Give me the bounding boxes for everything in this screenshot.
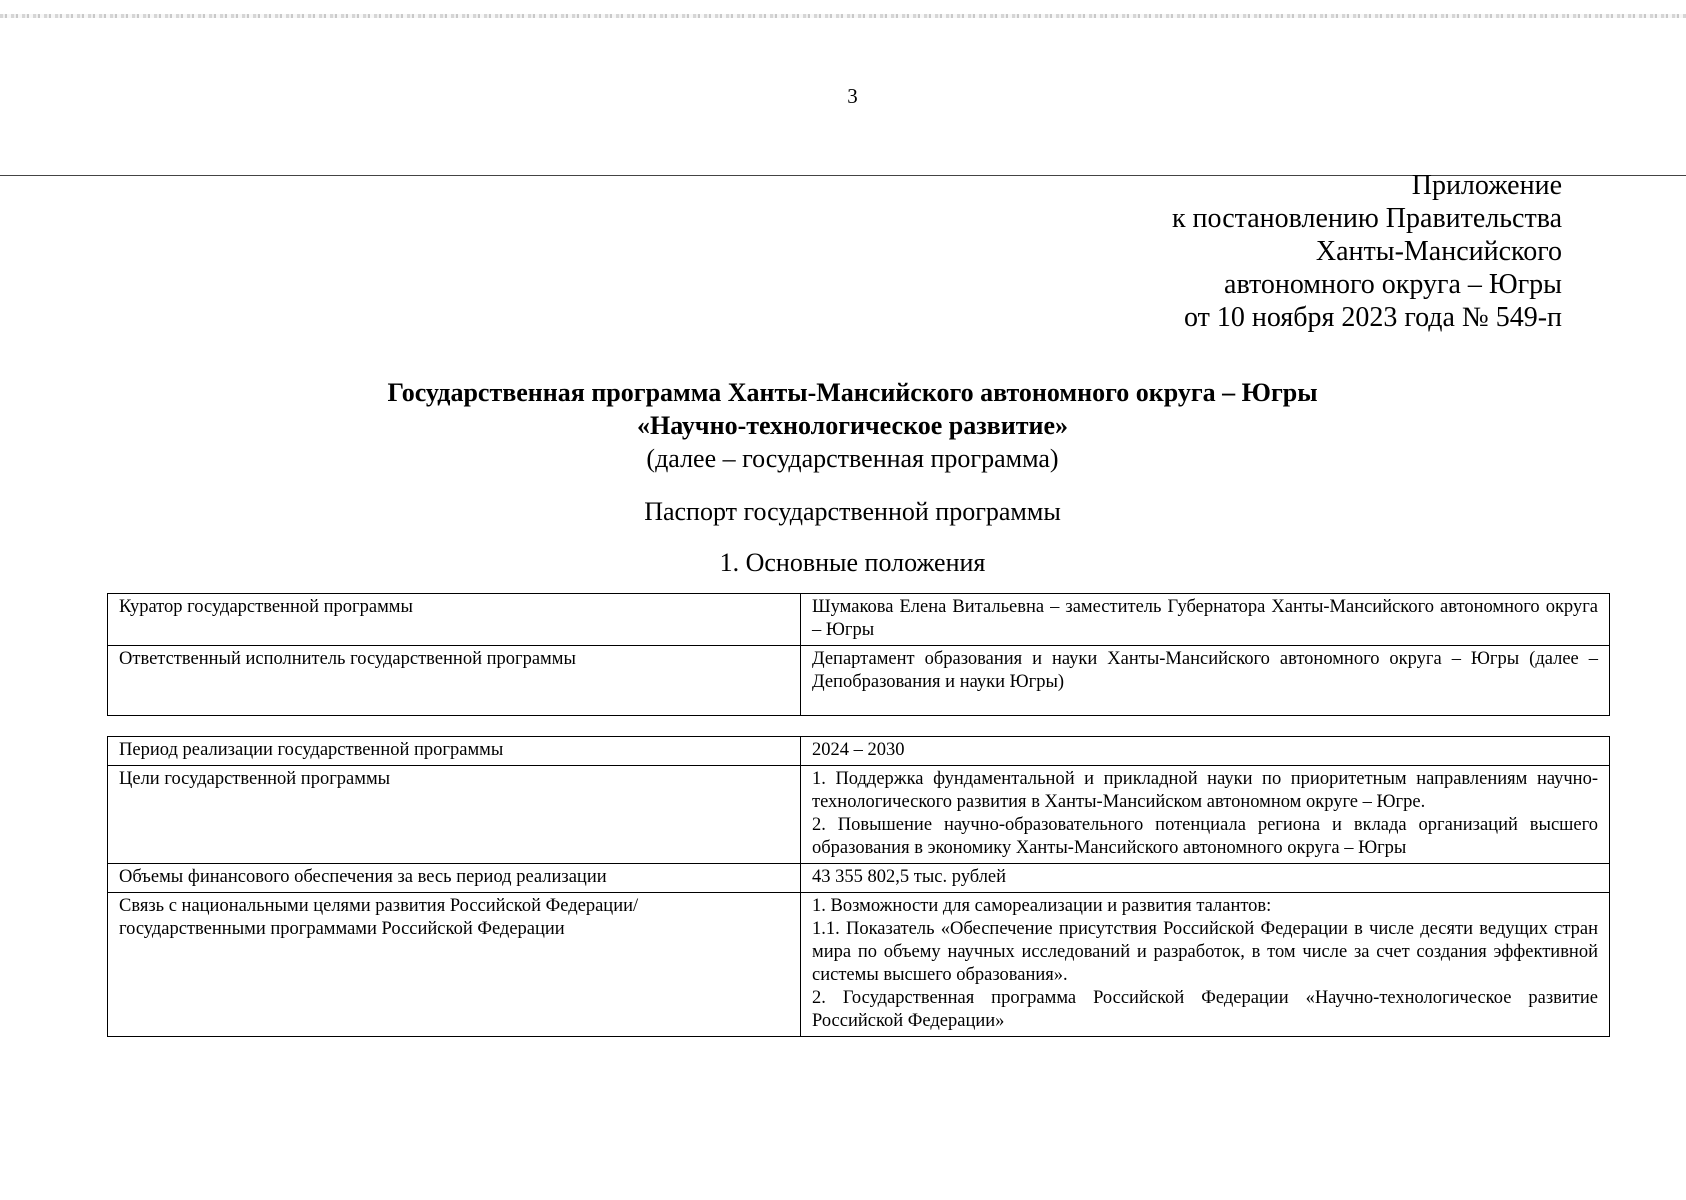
- row-label: Куратор государственной программы: [108, 594, 801, 646]
- table-row: [108, 594, 1610, 646]
- value-paragraph: 1. Поддержка фундаментальной и прикладной науки по приоритетным направлениям научно-технологического развития в Ханты-Мансийском автономном округе – Югре.: [812, 769, 1598, 812]
- passport-heading: Паспорт государственной программы: [644, 497, 1061, 526]
- table-row: [108, 893, 1610, 1037]
- row-label: Период реализации государственной программы: [108, 737, 801, 766]
- table-row: [108, 646, 1610, 716]
- annex-line: автономного округа – Югры: [1224, 269, 1562, 300]
- value-paragraph: Шумакова Елена Витальевна – заместитель Губернатора Ханты-Мансийского автономного округа – Югры: [812, 597, 1598, 640]
- passport-table-2: [107, 736, 1610, 1037]
- value-paragraph: 2024 – 2030: [812, 740, 905, 760]
- table-row: [108, 737, 1610, 766]
- row-value: [801, 737, 1610, 766]
- document-titles: [0, 376, 1686, 579]
- row-value: [801, 864, 1610, 893]
- annex-block: [1172, 169, 1562, 334]
- row-label: Ответственный исполнитель государственной программы: [108, 646, 801, 716]
- row-label: Цели государственной программы: [108, 766, 801, 864]
- value-paragraph: 2. Повышение научно-образовательного потенциала региона и вклада организаций высшего образования в экономику Ханты-Мансийского автономного округа – Югры: [812, 815, 1598, 858]
- scan-edge: [0, 14, 1686, 18]
- table-row: [108, 864, 1610, 893]
- row-value: [801, 766, 1610, 864]
- row-value: [801, 893, 1610, 1037]
- row-label: Объемы финансового обеспечения за весь период реализации: [108, 864, 801, 893]
- page-number: 3: [847, 84, 858, 108]
- table-row: [108, 766, 1610, 864]
- program-name: «Научно-технологическое развитие»: [637, 411, 1068, 440]
- value-paragraph: 1. Возможности для самореализации и развития талантов:: [812, 896, 1272, 916]
- value-paragraph: 1.1. Показатель «Обеспечение присутствия Российской Федерации в числе десяти ведущих стран мира по объему научных исследований и разработок, в том числе за счет создания эффективной системы высшего образования».: [812, 919, 1598, 985]
- annex-line: Ханты-Мансийского: [1315, 236, 1562, 267]
- annex-line: от 10 ноября 2023 года № 549-п: [1184, 302, 1562, 333]
- row-value: [801, 646, 1610, 716]
- value-paragraph: 2. Государственная программа Российской Федерации «Научно-технологическое развитие Российской Федерации»: [812, 988, 1598, 1031]
- program-alias: (далее – государственная программа): [646, 444, 1059, 473]
- program-title: Государственная программа Ханты-Мансийского автономного округа – Югры: [387, 378, 1318, 407]
- passport-table-1: [107, 593, 1610, 716]
- value-paragraph: Департамент образования и науки Ханты-Мансийского автономного округа – Югры (далее – Депобразования и науки Югры): [812, 649, 1598, 692]
- row-label: Связь с национальными целями развития Российской Федерации/ государственными программами Российской Федерации: [108, 893, 801, 1037]
- value-paragraph: 43 355 802,5 тыс. рублей: [812, 867, 1007, 887]
- annex-line: Приложение: [1411, 170, 1562, 201]
- section-heading: 1. Основные положения: [719, 548, 986, 577]
- annex-line: к постановлению Правительства: [1171, 203, 1562, 234]
- row-value: [801, 594, 1610, 646]
